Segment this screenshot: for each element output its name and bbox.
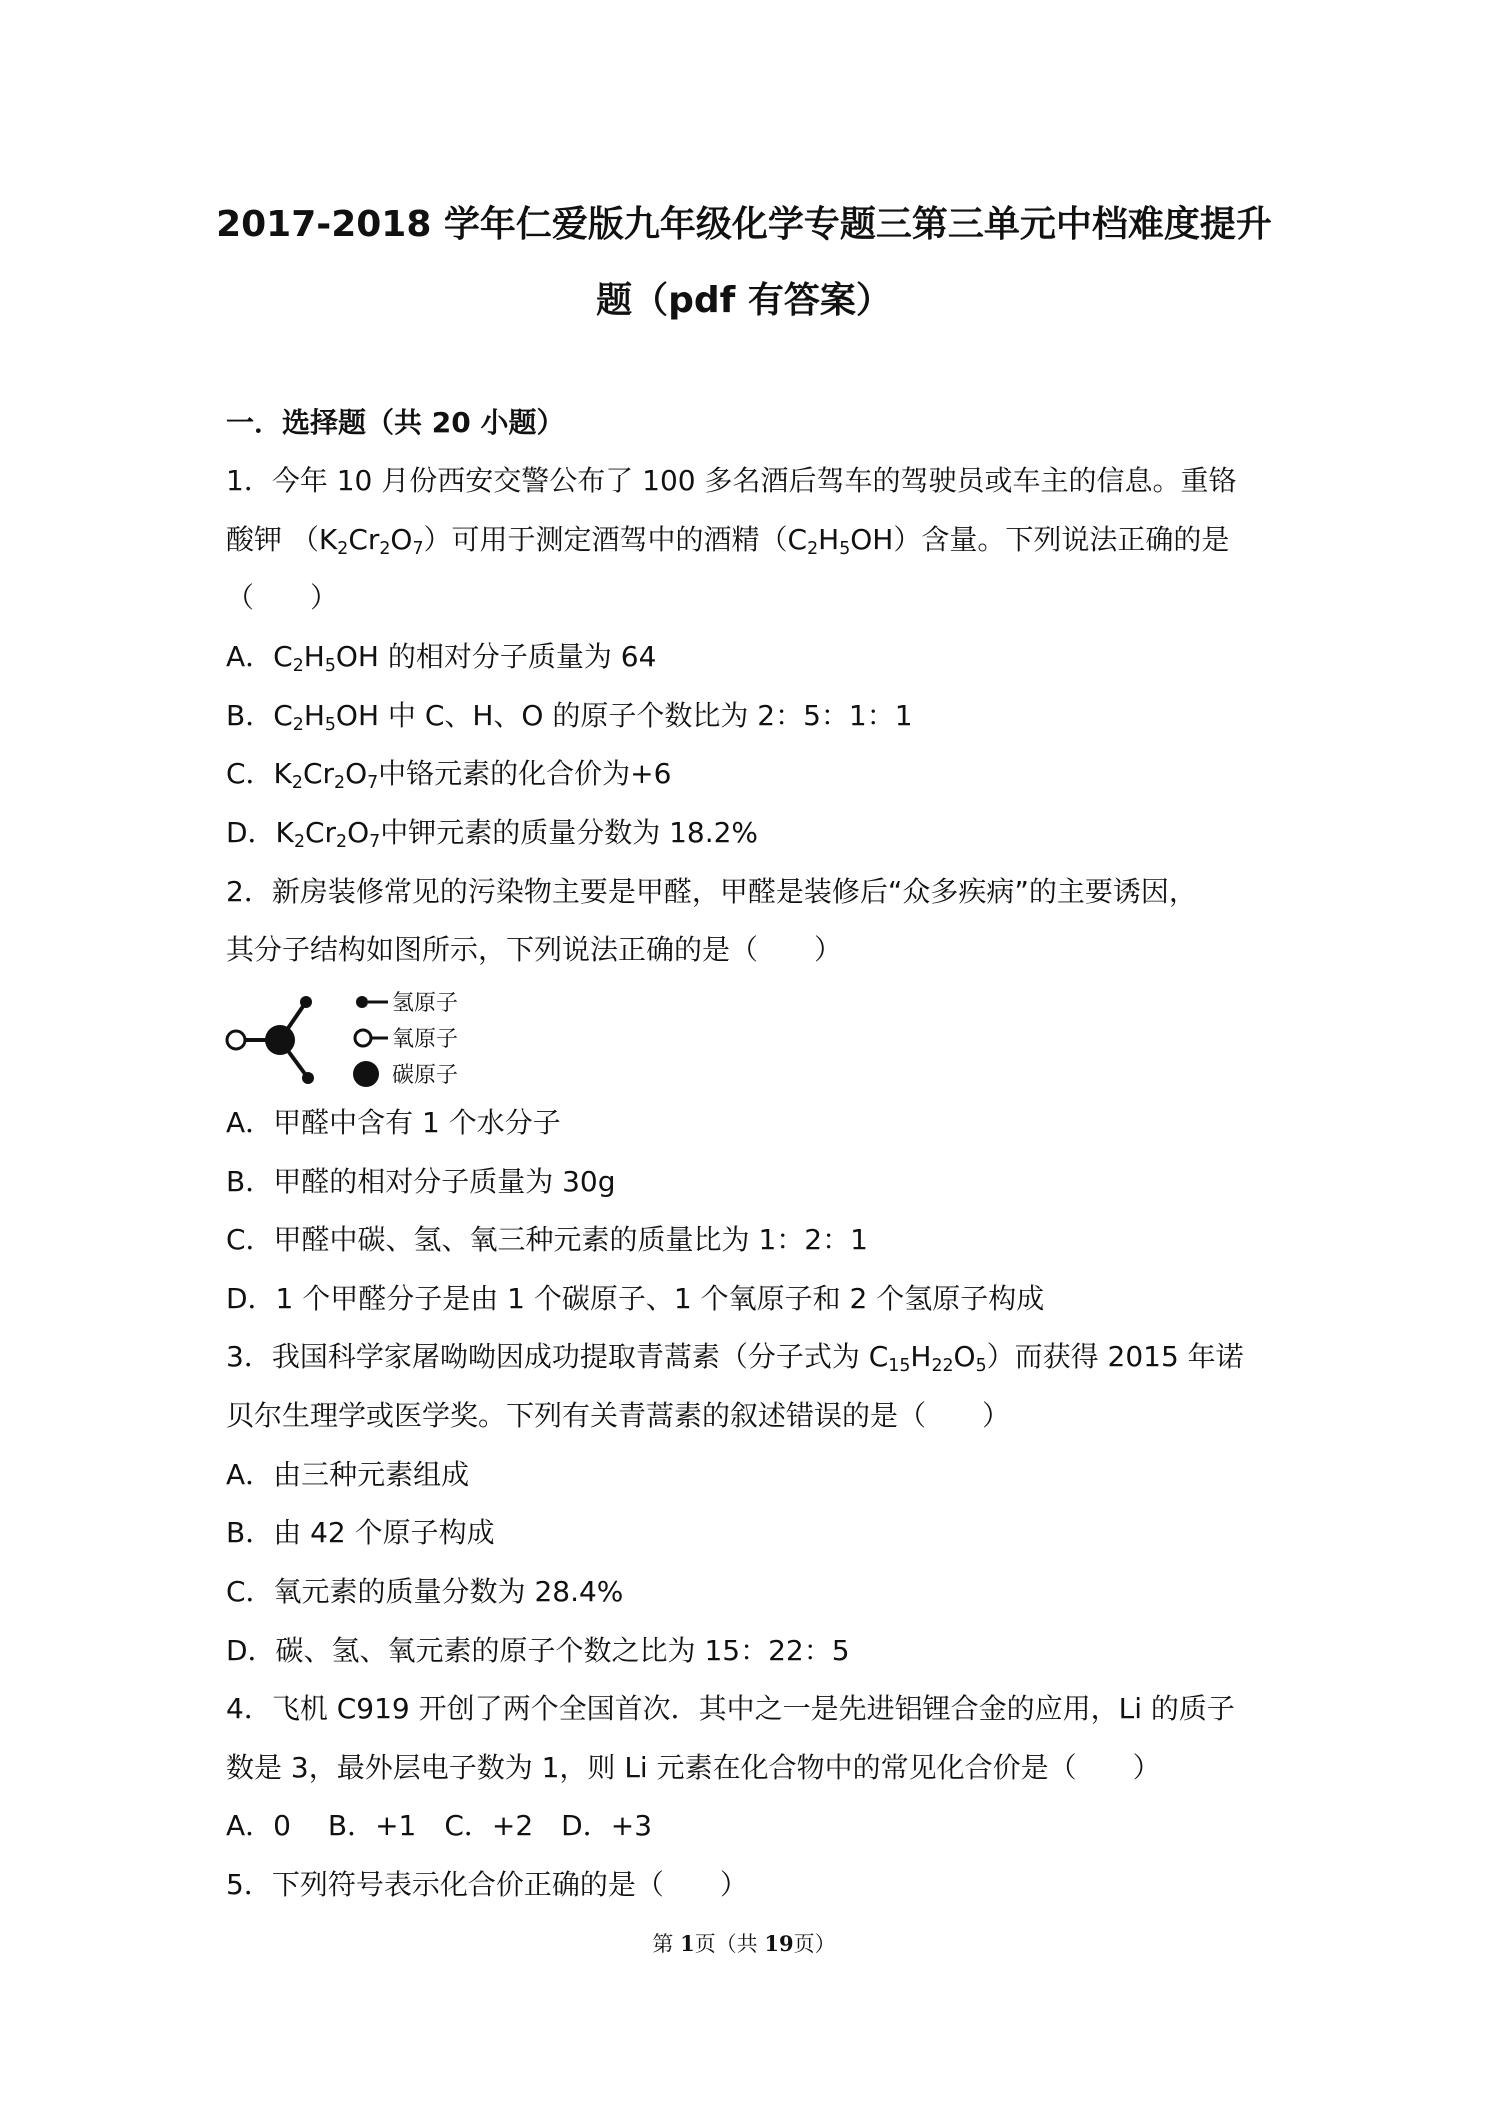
q3-option-a: A．由三种元素组成 (226, 1458, 470, 1491)
section-heading: 一．选择题（共 20 小题） (226, 406, 565, 439)
q2-option-a: A．甲醛中含有 1 个水分子 (226, 1106, 561, 1139)
q2-option-d: D．1 个甲醛分子是由 1 个碳原子、1 个氧原子和 2 个氢原子构成 (226, 1282, 1045, 1315)
carbon-atom (265, 1025, 295, 1055)
q2-line1: 2．新房装修常见的污染物主要是甲醛，甲醛是装修后“众多疾病”的主要诱因， (226, 875, 1197, 908)
q1-option-d: D．$K_2Cr_2O_7$中钾元素的质量分数为 18.2% (226, 816, 759, 852)
oxygen-atom (227, 1031, 245, 1049)
q4-line2: 数是 3，最外层电子数为 1，则 Li 元素在化合物中的常见化合价是（ ） (226, 1751, 1161, 1784)
legend-carbon-label: 碳原子 (392, 1063, 459, 1088)
hydrogen-atom (300, 996, 312, 1008)
molecule-structure (227, 996, 314, 1084)
formaldehyde-molecule-figure (222, 986, 482, 1090)
q2-line2: 其分子结构如图所示，下列说法正确的是（ ） (226, 933, 843, 966)
q2-option-c: C．甲醛中碳、氢、氧三种元素的质量比为 1：2：1 (226, 1223, 868, 1256)
legend-hydrogen-label: 氢原子 (392, 991, 459, 1016)
hydrogen-atom (302, 1072, 314, 1084)
q3-option-b: B．由 42 个原子构成 (226, 1516, 495, 1549)
legend-oxygen-label: 氧原子 (392, 1027, 459, 1052)
total-page-count: 19 (764, 1931, 794, 1956)
q1-line1: 1．今年 10 月份西安交警公布了 100 多名酒后驾车的驾驶员或车主的信息。重铬 (226, 464, 1237, 497)
legend-oxygen-icon (355, 1030, 371, 1046)
legend-hydrogen-icon (356, 996, 368, 1008)
q5-line1: 5．下列符号表示化合价正确的是（ ） (226, 1868, 748, 1901)
q3-option-d: D．碳、氢、氧元素的原子个数之比为 15：22：5 (226, 1634, 850, 1667)
q3-line2: 贝尔生理学或医学奖。下列有关青蒿素的叙述错误的是（ ） (226, 1399, 1011, 1432)
q1-line2: 酸钾 $(K_2Cr_2O_7)$可用于测定酒驾中的酒精$(C_2H_5OH)$含量。下列说法正确的是 (226, 523, 1230, 559)
document-title-line2: 题（pdf 有答案） (596, 280, 892, 321)
molecule-legend (353, 991, 458, 1088)
current-page-number: 1 (680, 1931, 695, 1956)
page-footer: 第 1页（共 19页） (652, 1931, 836, 1956)
document-title-line1: 2017-2018 学年仁爱版九年级化学专题三第三单元中档难度提升 (216, 204, 1272, 245)
q4-options: A．0 B．+1 C．+2 D．+3 (226, 1809, 653, 1842)
q4-line1: 4．飞机 C919 开创了两个全国首次．其中之一是先进铝锂合金的应用，Li 的质子 (226, 1692, 1235, 1725)
q1-option-c: C．$K_2Cr_2O_7$中铬元素的化合价为+6 (226, 757, 672, 793)
legend-carbon-icon (353, 1061, 379, 1087)
q2-option-b: B．甲醛的相对分子质量为 30g (226, 1165, 616, 1198)
q3-option-c: C．氧元素的质量分数为 28.4% (226, 1575, 624, 1608)
q1-option-a: A．$C_2H_5OH$ 的相对分子质量为 64 (226, 640, 657, 676)
q1-answer-blank: （ ） (226, 581, 339, 614)
q3-line1: 3．我国科学家屠呦呦因成功提取青蒿素（分子式为 $C_{15}H_{22}O_5$）而获得 2015 年诺 (226, 1340, 1244, 1376)
q1-option-b: B．$C_2H_5OH$ 中 C、H、O 的原子个数比为 2：5：1：1 (226, 699, 913, 735)
